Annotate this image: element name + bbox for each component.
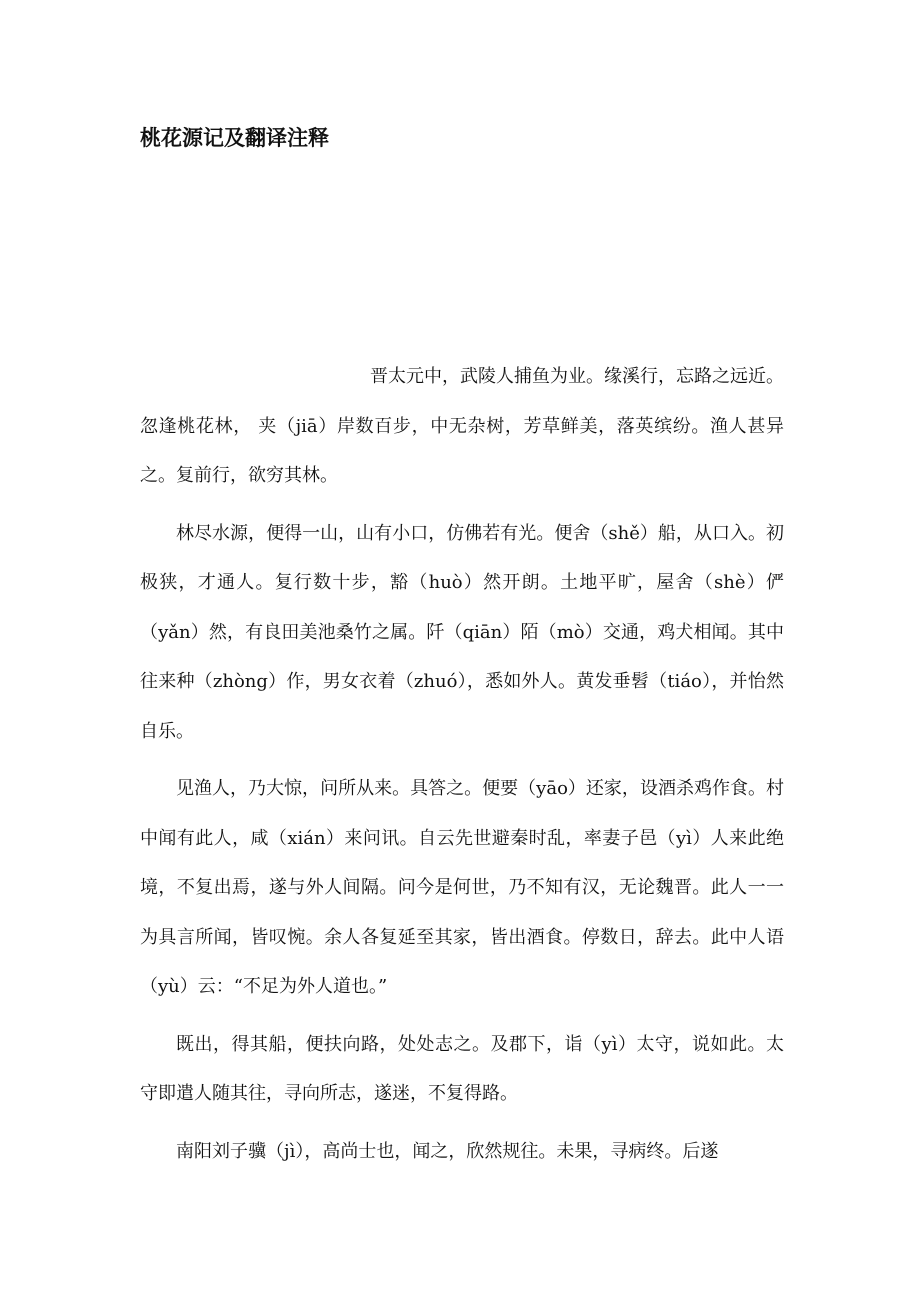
paragraph-2: 林尽水源，便得一山，山有小口，仿佛若有光。便舍（shě）船，从口入。初极狭，才通人。复行数十步，豁（huò）然开朗。土地平旷，屋舍（shè）俨（yǎn）然，有良田美池桑竹之属。阡（qiān）陌（mò）交通，鸡犬相闻。其中往来种（zhòng）作，男女衣着（zhuó），悉如外人。黄发垂髫（tiáo），并怡然自乐。 bbox=[140, 522, 784, 742]
paragraph-5: 南阳刘子骥（jì），高尚士也，闻之，欣然规往。未果，寻病终。后遂 bbox=[176, 1140, 719, 1162]
document-title: 桃花源记及翻译注释 bbox=[140, 126, 329, 150]
paragraph-4: 既出，得其船，便扶向路，处处志之。及郡下，诣（yì）太守，说如此。太守即遣人随其往，寻向所志，遂迷，不复得路。 bbox=[140, 1033, 784, 1104]
paragraph-3: 见渔人，乃大惊，问所从来。具答之。便要（yāo）还家，设酒杀鸡作食。村中闻有此人，咸（xián）来问讯。自云先世避秦时乱，率妻子邑（yì）人来此绝境，不复出焉，遂与外人间隔。问今是何世，乃不知有汉，无论魏晋。此人一一为具言所闻，皆叹惋。余人各复延至其家，皆出酒食。停数日，辞去。此中人语（yù）云：“不足为外人道也。” bbox=[140, 778, 784, 997]
paragraph-1: 晋太元中，武陵人捕鱼为业。缘溪行，忘路之远近。忽逢桃花林， 夹（jiā）岸数百步，中无杂树，芳草鲜美，落英缤纷。渔人甚异之。复前行，欲穷其林。 bbox=[140, 366, 784, 486]
document-body bbox=[140, 352, 784, 1184]
